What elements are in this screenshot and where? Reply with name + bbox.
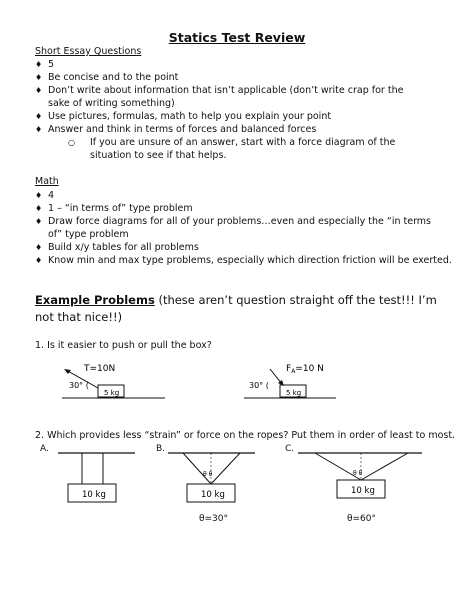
left-arrowhead xyxy=(64,369,71,374)
theta-c-label: θ=60° xyxy=(347,514,376,524)
option-a-label: A. xyxy=(40,444,49,454)
example-note: (these aren’t question straight off the test!!! I’m not that nice!!) xyxy=(35,293,437,324)
q1-diagrams xyxy=(0,355,474,405)
option-b-label: B. xyxy=(156,444,166,454)
math-bullet: ♦ Build x/y tables for all problems xyxy=(35,242,199,253)
example-title: Example Problems xyxy=(35,293,155,307)
essay-bullet: ♦ Be concise and to the point xyxy=(35,72,179,83)
essay-bullet: ♦ Use pictures, formulas, math to help you explain your point xyxy=(35,111,332,122)
angle-mark-b: θ θ xyxy=(203,471,213,478)
left-angle-label: 30° ( xyxy=(69,381,89,390)
essay-bullet: ♦ 5 xyxy=(35,59,55,70)
q2-diagrams xyxy=(0,446,474,536)
rope-b-left xyxy=(183,453,211,484)
left-box-label: 5 kg xyxy=(104,389,120,397)
right-force-label: $F_A=10$ N xyxy=(286,364,324,375)
angle-mark-c: θ θ xyxy=(353,470,363,477)
right-angle-label: 30° ( xyxy=(249,381,269,390)
rope-c-right xyxy=(361,453,408,480)
page-title: Statics Test Review xyxy=(168,30,306,45)
math-bullet: ♦ 4 xyxy=(35,190,55,201)
question-2: 2. Which provides less “strain” or force on the ropes? Put them in order of least to most. xyxy=(35,430,456,441)
rope-b-right xyxy=(211,453,240,484)
essay-sub-bullet: ○ If you are unsure of an answer, start with a force diagram of the situation to see if that helps. xyxy=(68,137,396,161)
essay-bullet: ♦ Don’t write about information that isn’t applicable (don’t write crap for the sake of writing something) xyxy=(35,85,404,109)
math-bullet: ♦ Draw force diagrams for all of your problems…even and especially the “in terms of” type problem xyxy=(35,216,432,240)
essay-heading: Short Essay Questions xyxy=(35,46,142,57)
essay-bullet: ♦ Answer and think in terms of forces and balanced forces xyxy=(35,124,317,135)
option-c-label: C. xyxy=(285,444,295,454)
mass-label-a: 10 kg xyxy=(82,490,106,500)
math-bullet: ♦ 1 – “in terms of” type problem xyxy=(35,203,193,214)
right-box-label: 5 kg xyxy=(286,389,302,397)
example-heading xyxy=(35,292,445,326)
math-bullet: ♦ Know min and max type problems, especially which direction friction will be exerted. xyxy=(35,255,452,266)
mass-label-c: 10 kg xyxy=(351,486,375,496)
left-force-label: T=10N xyxy=(84,364,116,374)
question-1: 1. Is it easier to push or pull the box? xyxy=(35,340,212,351)
math-heading: Math xyxy=(35,176,59,187)
mass-label-b: 10 kg xyxy=(201,490,225,500)
theta-b-label: θ=30° xyxy=(199,514,228,524)
